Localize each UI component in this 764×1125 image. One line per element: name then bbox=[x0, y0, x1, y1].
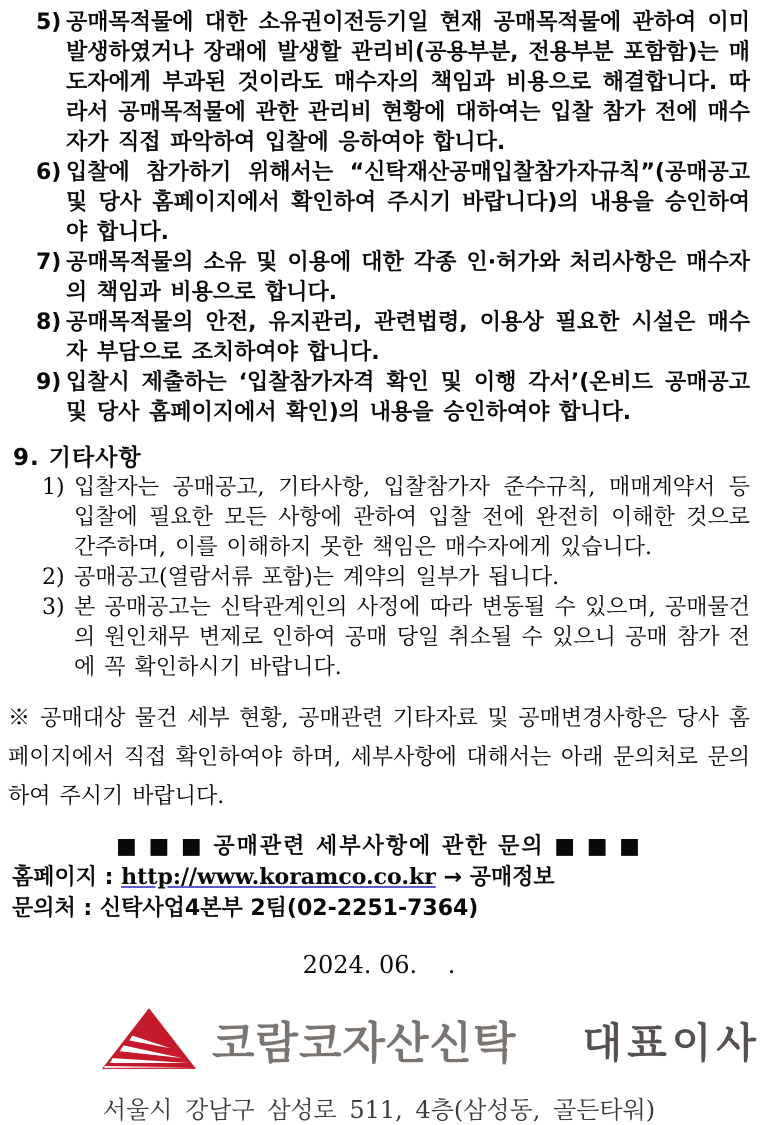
notice-item-9 bbox=[8, 368, 750, 428]
company-address: 서울시 강남구 삼성로 511, 4층(삼성동, 골든타워) bbox=[102, 1096, 656, 1124]
footnote-notice: ※ 공매대상 물건 세부 현황, 공매관련 기타자료 및 공매변경사항은 당사 홈페이지에서 직접 확인하여야 하며, 세부사항에 대해서는 아래 문의처로 문의하여 주시기 바랍니다. bbox=[8, 706, 750, 809]
notice-item-6 bbox=[8, 158, 750, 248]
item-number: 8) bbox=[36, 310, 62, 335]
item-number: 2) bbox=[42, 565, 65, 590]
company-logo-text: 코람코자산신탁 bbox=[212, 1018, 517, 1069]
item-number: 7) bbox=[36, 250, 62, 275]
notice-item-5 bbox=[8, 8, 750, 158]
item-text: 공매목적물의 안전, 유지관리, 관련법령, 이용상 필요한 시설은 매수자 부담으로 조치하여야 합니다. bbox=[66, 310, 750, 365]
notice-item-7 bbox=[8, 248, 750, 308]
date-line: 2024. 06. . bbox=[302, 951, 456, 979]
item-number: 5) bbox=[36, 10, 62, 35]
section-heading-etc: 9. 기타사항 bbox=[13, 445, 142, 471]
item-text: 공매목적물에 대한 소유권이전등기일 현재 공매목적물에 관하여 이미 발생하였거나 장래에 발생할 관리비(공용부분, 전용부분 포함함)는 매도자에게 부과된 것이라도 매수자의 책임과 비용으로 해결합니다. 따라서 공매목적물에 관한 관리비 현황에 대하여는 입찰 참가 전에 매수자가 직접 파악하여 입찰에 응하여야 합니다. bbox=[66, 10, 750, 155]
item-text: 입찰시 제출하는 ‘입찰참가자격 확인 및 이행 각서’(온비드 공매공고 및 당사 홈페이지에서 확인)의 내용을 승인하여야 합니다. bbox=[66, 370, 750, 425]
item-text: 입찰자는 공매공고, 기타사항, 입찰참가자 준수규칙, 매매계약서 등 입찰에 필요한 모든 사항에 관하여 입찰 전에 완전히 이해한 것으로 간주하며, 이를 이해하지 못한 책임은 매수자에게 있습니다. bbox=[74, 475, 750, 560]
contact-line: 문의처 : 신탁사업4본부 2팀(02-2251-7364) bbox=[12, 896, 479, 921]
etc-item-2 bbox=[8, 563, 750, 593]
homepage-line bbox=[8, 862, 750, 893]
etc-item-3 bbox=[8, 593, 750, 683]
item-text: 입찰에 참가하기 위해서는 “신탁재산공매입찰참가자규칙”(공매공고 및 당사 홈페이지에서 확인하여 주시기 바랍니다)의 내용을 승인하여야 합니다. bbox=[66, 160, 750, 245]
item-number: 3) bbox=[42, 595, 65, 620]
homepage-link[interactable]: http://www.koramco.co.kr bbox=[121, 864, 436, 890]
inquiry-heading: ■ ■ ■ 공매관련 세부사항에 관한 문의 ■ ■ ■ bbox=[116, 834, 642, 859]
item-text: 본 공매공고는 신탁관계인의 사정에 따라 변동될 수 있으며, 공매물건의 원인채무 변제로 인하여 공매 당일 취소될 수 있으니 공매 참가 전에 꼭 확인하시기 바랍니다. bbox=[74, 595, 750, 680]
koramco-logo-icon bbox=[100, 1006, 198, 1072]
item-number: 9) bbox=[36, 370, 62, 395]
item-number: 1) bbox=[42, 475, 65, 500]
notice-item-8 bbox=[8, 308, 750, 368]
etc-item-1 bbox=[8, 473, 750, 563]
item-text: 공매공고(열람서류 포함)는 계약의 일부가 됩니다. bbox=[74, 565, 560, 590]
item-number: 6) bbox=[36, 160, 62, 185]
signature-row bbox=[8, 1006, 761, 1072]
homepage-label: 홈페이지 : bbox=[12, 865, 122, 890]
ceo-title: 대표이사 bbox=[582, 1018, 761, 1067]
item-text: 공매목적물의 소유 및 이용에 대한 각종 인·허가와 처리사항은 매수자의 책임과 비용으로 합니다. bbox=[66, 250, 750, 305]
homepage-suffix: → 공매정보 bbox=[435, 865, 555, 890]
